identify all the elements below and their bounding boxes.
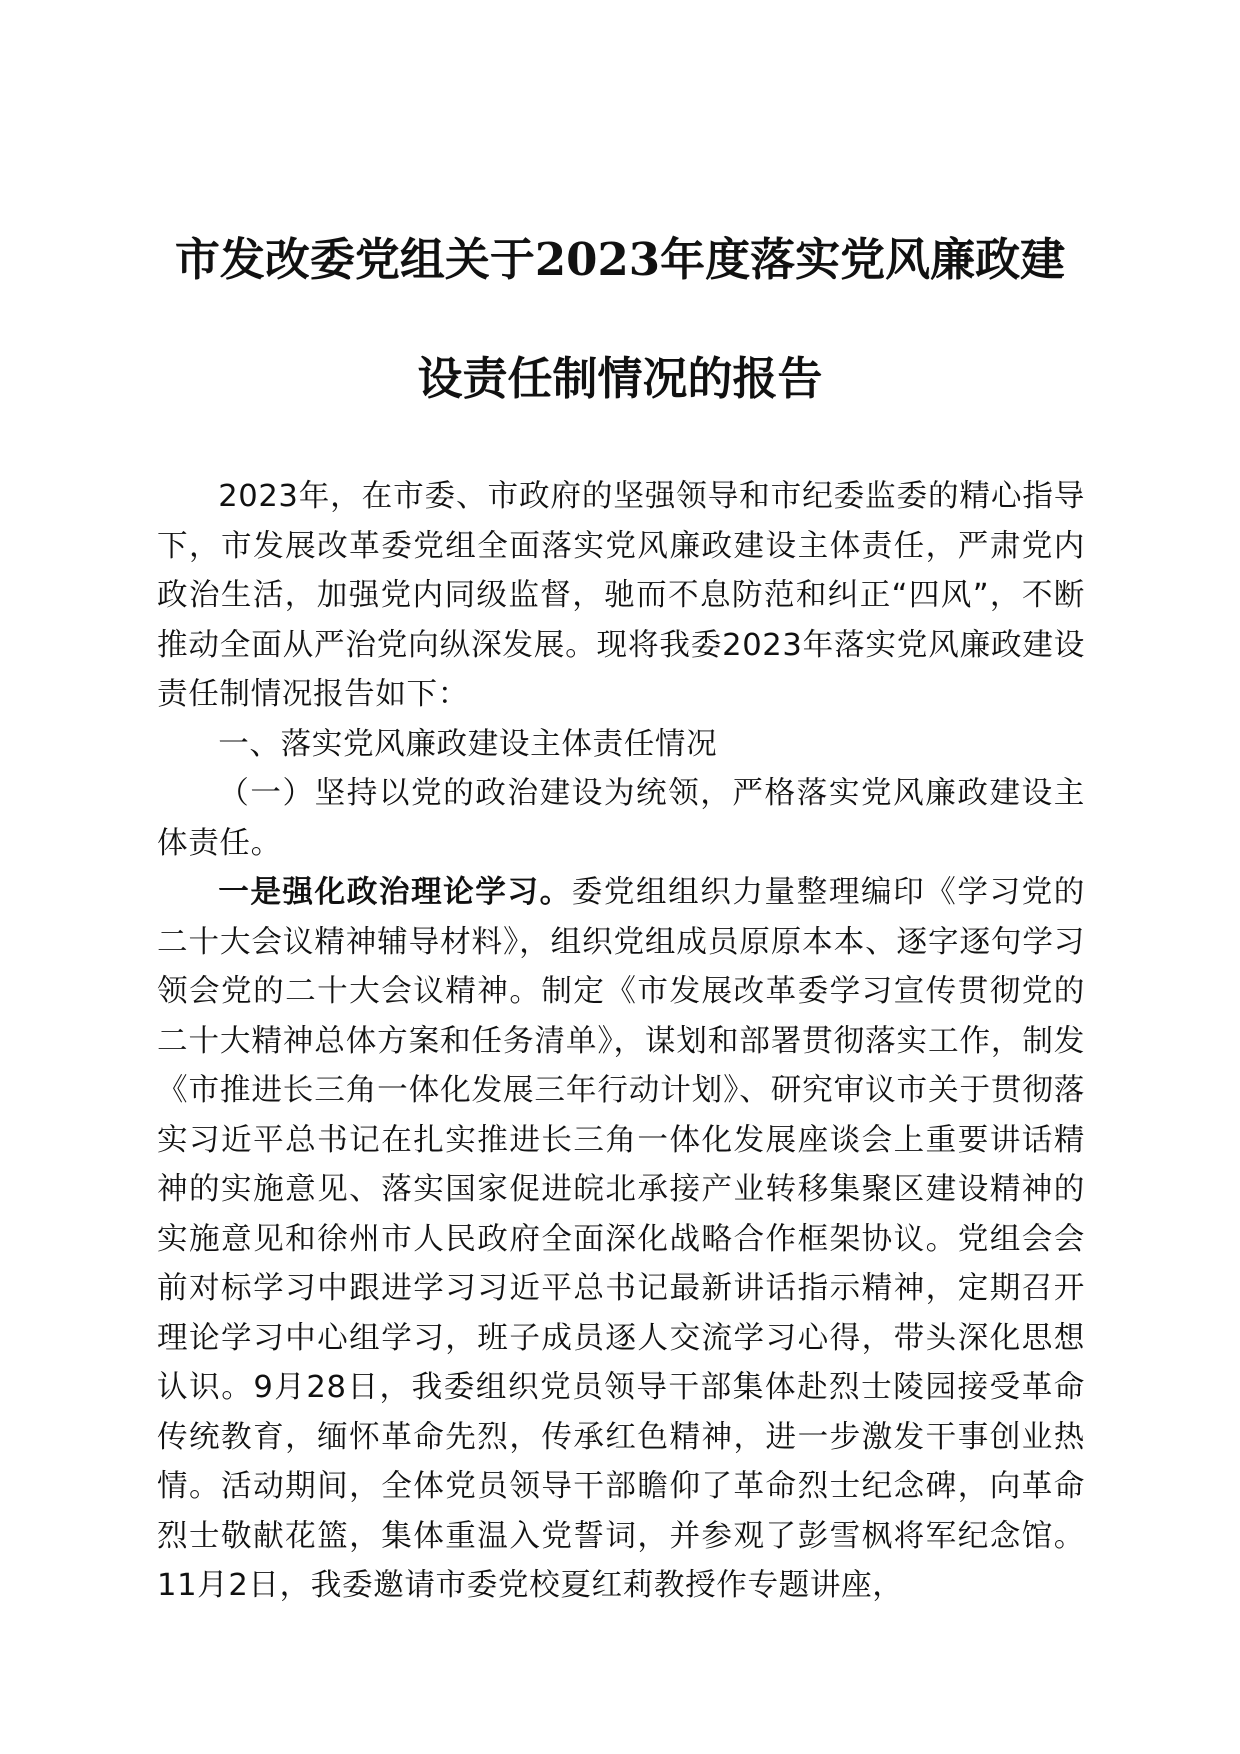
subsection-1-heading: （一）坚持以党的政治建设为统领，严格落实党风廉政建设主体责任。 [157,776,1085,861]
document-title-line-2: 设责任制情况的报告 [417,352,823,405]
point-1-paragraph [157,868,1085,1611]
point-1-lead: 一是强化政治理论学习。 [218,875,572,910]
document-body [157,472,1085,1611]
section-1-heading: 一、落实党风廉政建设主体责任情况 [218,726,718,762]
intro-paragraph: 2023年，在市委、市政府的坚强领导和市纪委监委的精心指导下，市发展改革委党组全面落实党风廉政建设主体责任，严肃党内政治生活，加强党内同级监督，驰而不息防范和纠正“四风”，不断推动全面从严治党向纵深发展。现将我委2023年落实党风廉政建设责任制情况报告如下： [157,479,1085,712]
document-title-line-1: 市发改委党组关于2023年度落实党风廉政建 [174,233,1066,286]
point-1-body: 委党组组织力量整理编印《学习党的二十大会议精神辅导材料》，组织党组成员原原本本、逐字逐句学习领会党的二十大会议精神。制定《市发展改革委学习宣传贯彻党的二十大精神总体方案和任务清单》，谋划和部署贯彻落实工作，制发《市推进长三角一体化发展三年行动计划》、研究审议市关于贯彻落实习近平总书记在扎实推进长三角一体化发展座谈会上重要讲话精神的实施意见、落实国家促进皖北承接产业转移集聚区建设精神的实施意见和徐州市人民政府全面深化战略合作框架协议。党组会会前对标学习中跟进学习习近平总书记最新讲话指示精神，定期召开理论学习中心组学习，班子成员逐人交流学习心得，带头深化思想认识。9月28日，我委组织党员领导干部集体赴烈士陵园接受革命传统教育，缅怀革命先烈，传承红色精神，进一步激发干事创业热情。活动期间，全体党员领导干部瞻仰了革命烈士纪念碑，向革命烈士敬献花篮，集体重温入党誓词，并参观了彭雪枫将军纪念馆。11月2日，我委邀请市委党校夏红莉教授作专题讲座， [157,875,1085,1603]
